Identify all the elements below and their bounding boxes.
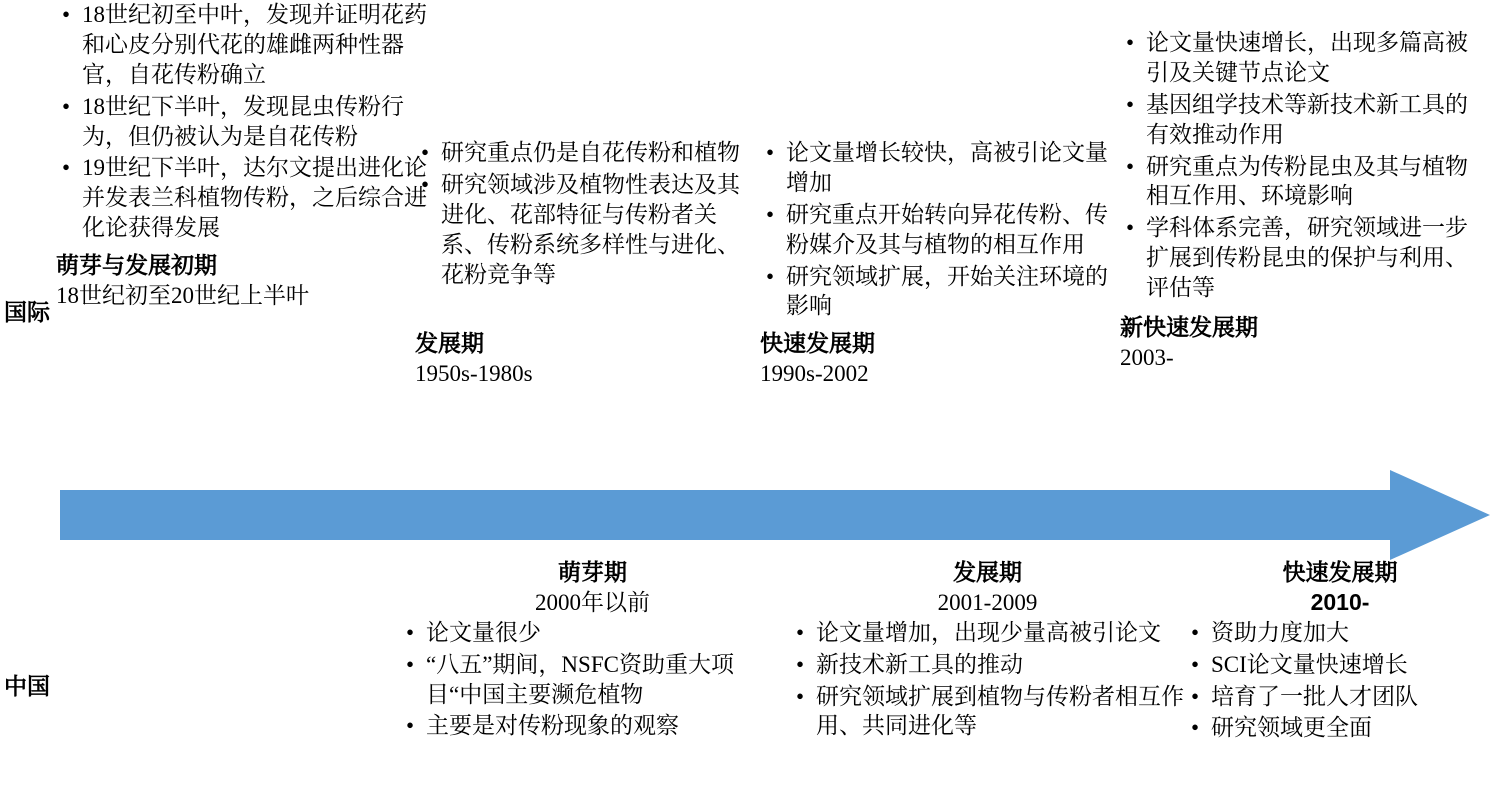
list-item: • 研究领域扩展到植物与传粉者相互作用、共同进化等	[790, 682, 1185, 742]
phase-period: 18世纪初至20世纪上半叶	[56, 283, 309, 309]
list-item: • 研究重点仍是自花传粉和植物	[415, 138, 760, 168]
bullet-list	[415, 138, 760, 289]
list-item: • 18世纪下半叶，发现昆虫传粉行为，但仍被认为是自花传粉	[56, 92, 434, 152]
list-item: • 18世纪初至中叶，发现并证明花药和心皮分别代花的雄雌两种性器官，自花传粉确立	[56, 0, 434, 90]
list-item: • 新技术新工具的推动	[790, 650, 1185, 680]
list-item: • 研究重点开始转向异花传粉、传粉媒介及其与植物的相互作用	[760, 200, 1120, 260]
list-item: • 资助力度加大	[1185, 618, 1495, 648]
phase-period: 2003-	[1120, 344, 1174, 370]
phase-title: 快速发展期	[760, 330, 875, 357]
list-item: • 研究重点为传粉昆虫及其与植物相互作用、环境影响	[1120, 152, 1490, 212]
international-phase-2	[415, 138, 760, 389]
phase-title: 发展期	[953, 559, 1022, 585]
list-item: • 论文量增加，出现少量高被引论文	[790, 618, 1185, 648]
china-phase-3	[1185, 558, 1495, 745]
phase-period: 2010-	[1310, 588, 1370, 615]
list-item: • 论文量快速增长，出现多篇高被引及关键节点论文	[1120, 28, 1490, 88]
list-item: • 论文量增长较快，高被引论文量增加	[760, 138, 1120, 198]
international-phase-3	[760, 138, 1120, 389]
china-phase-2	[790, 558, 1185, 743]
row-label-china: 中国	[4, 673, 50, 699]
bullet-list	[1120, 28, 1490, 303]
bullet-list	[400, 618, 785, 742]
bullet-list	[1185, 618, 1495, 744]
phase-title: 快速发展期	[1282, 559, 1398, 585]
phase-title: 萌芽期	[558, 559, 627, 585]
list-item: • 19世纪下半叶，达尔文提出进化论并发表兰科植物传粉，之后综合进化论获得发展	[56, 153, 434, 243]
list-item: • 基因组学技术等新技术新工具的有效推动作用	[1120, 90, 1490, 150]
phase-title: 新快速发展期	[1120, 314, 1258, 341]
list-item: • 主要是对传粉现象的观察	[400, 711, 785, 741]
bullet-list	[56, 0, 434, 243]
phase-title: 发展期	[415, 330, 484, 357]
phase-period: 2001-2009	[937, 589, 1038, 615]
list-item: • 论文量很少	[400, 618, 785, 648]
list-item: • 研究领域更全面	[1185, 713, 1495, 743]
bullet-list	[790, 618, 1185, 742]
international-phase-1	[56, 0, 434, 311]
list-item: • 研究领域扩展，开始关注环境的影响	[760, 262, 1120, 322]
international-phase-4	[1120, 28, 1490, 373]
china-phase-1	[400, 558, 785, 743]
list-item: • “八五”期间，NSFC资助重大项目“中国主要濒危植物	[400, 650, 785, 710]
list-item: • 培育了一批人才团队	[1185, 682, 1495, 712]
list-item: • SCI论文量快速增长	[1185, 650, 1495, 680]
bullet-list	[760, 138, 1120, 321]
phase-title: 萌芽与发展初期	[56, 252, 217, 279]
list-item: • 学科体系完善，研究领域进一步扩展到传粉昆虫的保护与利用、评估等	[1120, 213, 1490, 303]
phase-period: 2000年以前	[535, 589, 650, 615]
phase-period: 1950s-1980s	[415, 361, 533, 387]
row-label-international: 国际	[4, 299, 50, 325]
phase-period: 1990s-2002	[760, 361, 869, 387]
timeline-arrow	[60, 470, 1490, 560]
list-item: • 研究领域涉及植物性表达及其进化、花部特征与传粉者关系、传粉系统多样性与进化、花粉竞争等	[415, 170, 760, 290]
